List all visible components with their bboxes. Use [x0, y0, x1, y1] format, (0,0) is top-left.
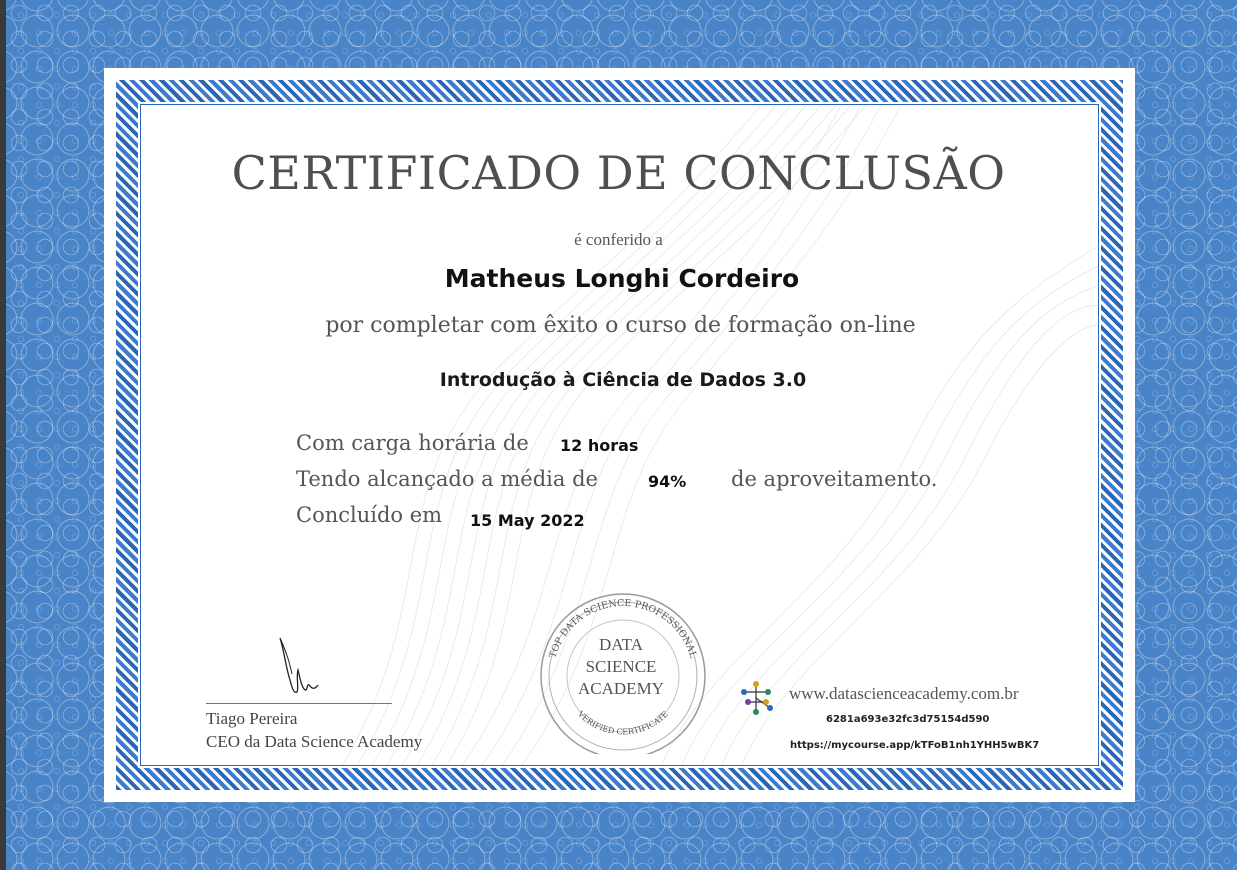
signatory-role: CEO da Data Science Academy [206, 732, 423, 751]
signature-scribble [270, 630, 330, 702]
hours-label: Com carga horária de [296, 431, 529, 455]
hours-value: 12 horas [560, 436, 639, 455]
signatory-name: Tiago Pereira [206, 709, 298, 728]
academy-logo-icon [738, 680, 778, 716]
grade-value: 94% [648, 472, 687, 491]
academy-website: www.datascienceacademy.com.br [789, 684, 1019, 703]
completion-statement: por completar com êxito o curso de formação on-line [325, 313, 916, 338]
grade-label: Tendo alcançado a média de [296, 467, 598, 491]
signature-line [206, 703, 392, 704]
seal-top-arc: TOP DATA SCIENCE PROFESSIONAL [547, 597, 699, 660]
seal-bottom-arc: VERIFIED CERTIFICATE [576, 709, 670, 737]
verification-url: https://mycourse.app/kTFoB1nh1YHH5wBK7 [790, 740, 1040, 751]
certificate-code: 6281a693e32fc3d75154d590 [826, 714, 990, 725]
certificate-title: CERTIFICADO DE CONCLUSÃO [231, 146, 1006, 200]
seal-word-data: DATA [599, 635, 643, 654]
date-label: Concluído em [296, 503, 443, 527]
seal-word-academy: ACADEMY [578, 679, 664, 698]
grade-suffix: de aproveitamento. [731, 467, 938, 491]
seal-word-science: SCIENCE [585, 657, 657, 676]
recipient-name: Matheus Longhi Cordeiro [444, 264, 800, 293]
conferred-label: é conferido a [574, 230, 663, 249]
seal-stamp [533, 588, 713, 754]
course-name: Introdução à Ciência de Dados 3.0 [439, 369, 807, 391]
completion-date: 15 May 2022 [470, 511, 585, 530]
